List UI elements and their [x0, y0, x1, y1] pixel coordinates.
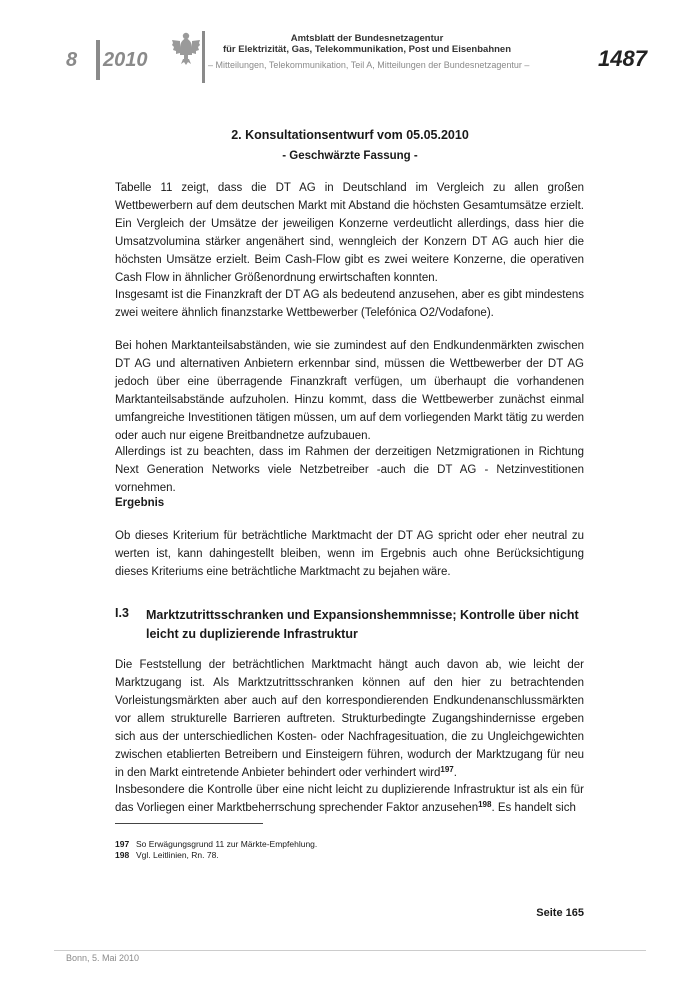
gazette-page-number: 1487: [598, 46, 647, 71]
section-paragraph-text: Insbesondere die Kontrolle über eine nicht leicht zu duplizierende Infrastruktur ist als ein für das Vorliegen einer Marktbeherrschung sprechender Faktor anzusehen: [115, 784, 584, 814]
section-title: Marktzutrittsschranken und Expansionshemmnisse; Kontrolle über nicht leicht zu duplizierende Infrastruktur: [146, 608, 579, 641]
footnote-text: So Erwägungsgrund 11 zur Märkte-Empfehlung.: [136, 839, 318, 849]
footnote-separator: [115, 823, 263, 824]
footnote-ref-198[interactable]: 198: [478, 800, 492, 809]
footer-divider: [54, 950, 646, 951]
federal-eagle-icon: [171, 31, 201, 65]
paragraph: Bei hohen Marktanteilsabständen, wie sie zumindest auf den Endkundenmärkten zwischen DT AG und alternativen Anbietern erkennbar sind, müssen die Wettbewerber der DT AG jedoch über eine überragende Finanzkraft verfügen, um überhaupt die vorhandenen Marktanteilsabstände aufzuholen. Hinzu kommt, dass die Wettbewerber zunächst einmal umfangreiche Investitionen tätigen müssen, um auf dem vorliegenden Markt tätig zu werden oder auch nur eigene Breitbandnetze aufzubauen.: [115, 340, 584, 442]
section-number: I.3: [115, 606, 129, 620]
section-paragraph-end: .: [453, 767, 457, 779]
document-subtitle: - Geschwärzte Fassung -: [282, 150, 418, 162]
gazette-subtitle: – Mitteilungen, Telekommunikation, Teil A, Mitteilungen der Bundesnetzagentur –: [208, 60, 530, 70]
gazette-title-line2: für Elektrizität, Gas, Telekommunikation, Post und Eisenbahnen: [222, 44, 512, 55]
result-paragraph: Ob dieses Kriterium für beträchtliche Marktmacht der DT AG spricht oder eher neutral zu werten ist, kann dahingestellt bleiben, wenn im Ergebnis auch ohne Berücksichtigung dieses Kriteriums eine beträchtliche Marktmacht zu bejahen wäre.: [115, 530, 584, 578]
footer-date: Bonn, 5. Mai 2010: [66, 953, 140, 963]
header-divider: [96, 40, 100, 80]
footnote-ref-197[interactable]: 197: [440, 765, 454, 774]
header-divider-2: [202, 31, 205, 83]
footnote-text: Vgl. Leitlinien, Rn. 78.: [136, 850, 219, 860]
issue-year: 2010: [103, 49, 148, 71]
document-page-label: Seite 165: [536, 907, 584, 919]
gazette-title-line1: Amtsblatt der Bundesnetzagentur: [290, 33, 444, 44]
footnote: [115, 839, 317, 850]
paragraph: Insgesamt ist die Finanzkraft der DT AG als bedeutend anzusehen, aber es gibt mindestens zwei weitere ähnlich finanzstarke Wettbewerber (Telefónica O2/Vodafone).: [115, 289, 584, 319]
footnote-number: 197: [115, 839, 130, 849]
gazette-title: [206, 33, 528, 55]
section-paragraph: [115, 781, 584, 817]
footnote-number: 198: [115, 850, 130, 860]
paragraph: Tabelle 11 zeigt, dass die DT AG in Deutschland im Vergleich zu allen großen Wettbewerbern auf dem deutschen Markt mit Abstand die höchsten Gesamtumsätze erzielt. Ein Vergleich der Umsätze der jeweiligen Konzerne verdeutlicht allerdings, dass hier die Umsatzvolumina stärker angenähert sind, wenngleich der Konzern DT AG auch hier die höchsten Umsätze erzielt. Beim Cash-Flow gibt es zwei weitere Konzerne, die operativen Cash Flow in ähnlicher Größenordnung erwirtschaften konnten.: [115, 182, 584, 284]
section-paragraph-text: Die Feststellung der beträchtlichen Marktmacht hängt auch davon ab, wie leicht der Marktzugang ist. Als Marktzutrittsschranken können auf den hier zu betrachtenden Vorleistungsmärkten aber auch auf den korrespondierenden Endkundenanschlussmärkten vor allem strukturelle Barrieren auftreten. Strukturbedingte Zugangshindernisse ergeben sich aus der unterschiedlichen Kosten- oder Nachfragesituation, die zu Ungleichgewichten zwischen etablierten Betreibern und Einsteigern führen, wodurch der Marktzugang für neu in den Markt eintretende Anbieter behindert oder verhindert wird: [115, 659, 584, 779]
footnote: [115, 850, 219, 861]
result-heading: Ergebnis: [115, 497, 165, 509]
issue-number: 8: [66, 49, 78, 71]
document-title: 2. Konsultationsentwurf vom 05.05.2010: [231, 128, 469, 142]
section-paragraph: [115, 656, 584, 782]
paragraph: Allerdings ist zu beachten, dass im Rahmen der derzeitigen Netzmigrationen in Richtung Next Generation Networks viele Netzbetreiber -auch die DT AG - Netzinvestitionen vornehmen.: [115, 446, 584, 494]
section-paragraph-end: . Es handelt sich: [491, 802, 576, 814]
